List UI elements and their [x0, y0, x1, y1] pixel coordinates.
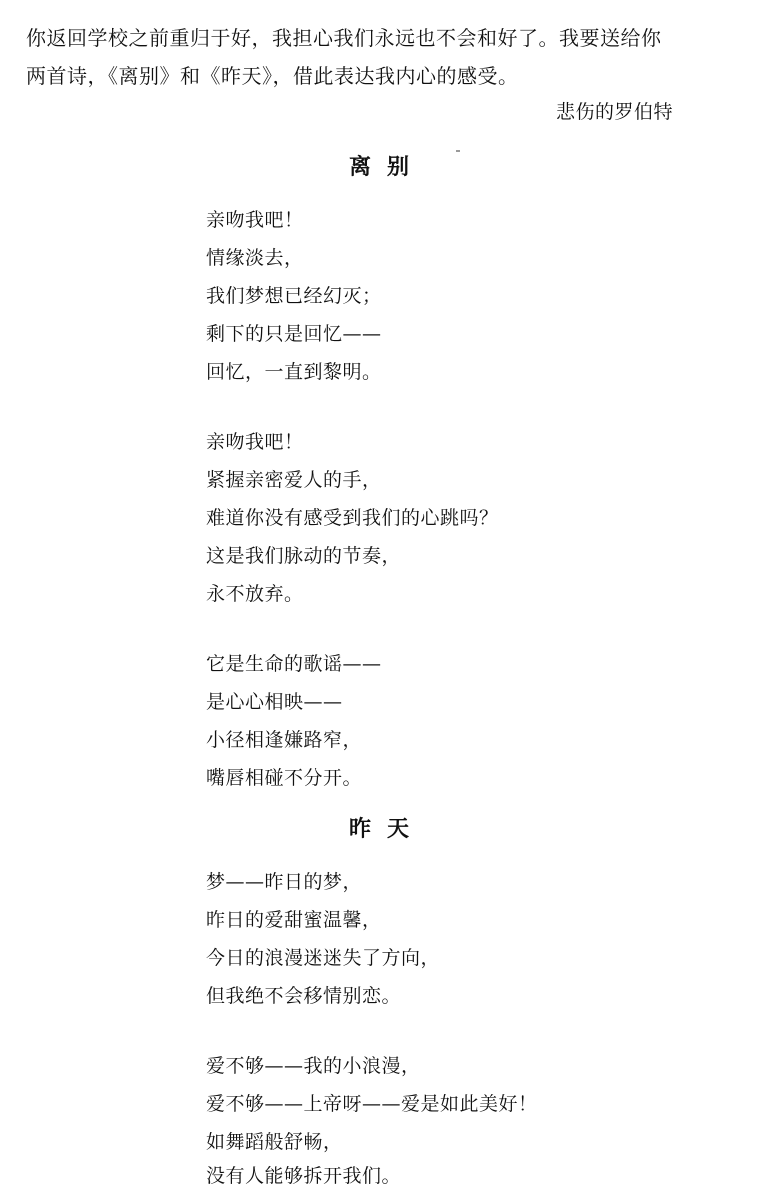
intro-line-2: 两首诗，《离别》和《昨天》，借此表达我内心的感受。: [26, 64, 519, 88]
intro-line-1: 你返回学校之前重归于好，我担心我们永远也不会和好了。我要送给你: [26, 26, 662, 50]
poem-line: 嘴唇相碰不分开。: [206, 767, 363, 789]
poem-line: 我们梦想已经幻灭；: [206, 285, 382, 307]
poem-line: 昨日的爱甜蜜温馨，: [206, 909, 382, 931]
poem-line: 没有人能够拆开我们。: [206, 1165, 402, 1187]
poem-line: 亲吻我吧！: [206, 209, 304, 231]
poem-line: 难道你没有感受到我们的心跳吗？: [206, 507, 499, 529]
poem-line: 它是生命的歌谣——: [206, 653, 382, 675]
poem-line: 是心心相映——: [206, 691, 343, 713]
poem-line: 亲吻我吧！: [206, 431, 304, 453]
poem-line: 永不放弃。: [206, 583, 304, 605]
signature: 悲伤的罗伯特: [556, 101, 674, 123]
poem-line: 如舞蹈般舒畅，: [206, 1131, 343, 1153]
poem-line: 爱不够——我的小浪漫，: [206, 1055, 421, 1077]
poem-line: 但我绝不会移情别恋。: [206, 985, 402, 1007]
poem-line: 紧握亲密爱人的手，: [206, 469, 382, 491]
poem-line: 剩下的只是回忆——: [206, 323, 382, 345]
poem-line: 爱不够——上帝呀——爱是如此美好！: [206, 1093, 538, 1115]
poem-line: 情缘淡去，: [206, 247, 304, 269]
poem-title-yesterday: 昨天: [348, 816, 425, 842]
poem-line: 小径相逢嫌路窄，: [206, 729, 363, 751]
poem-line: 今日的浪漫迷迷失了方向，: [206, 947, 441, 969]
poem-line: 回忆，一直到黎明。: [206, 361, 382, 383]
poem-title-farewell: 离别: [348, 154, 425, 180]
poem-line: 梦——昨日的梦，: [206, 871, 363, 893]
poem-line: 这是我们脉动的节奏，: [206, 545, 402, 567]
